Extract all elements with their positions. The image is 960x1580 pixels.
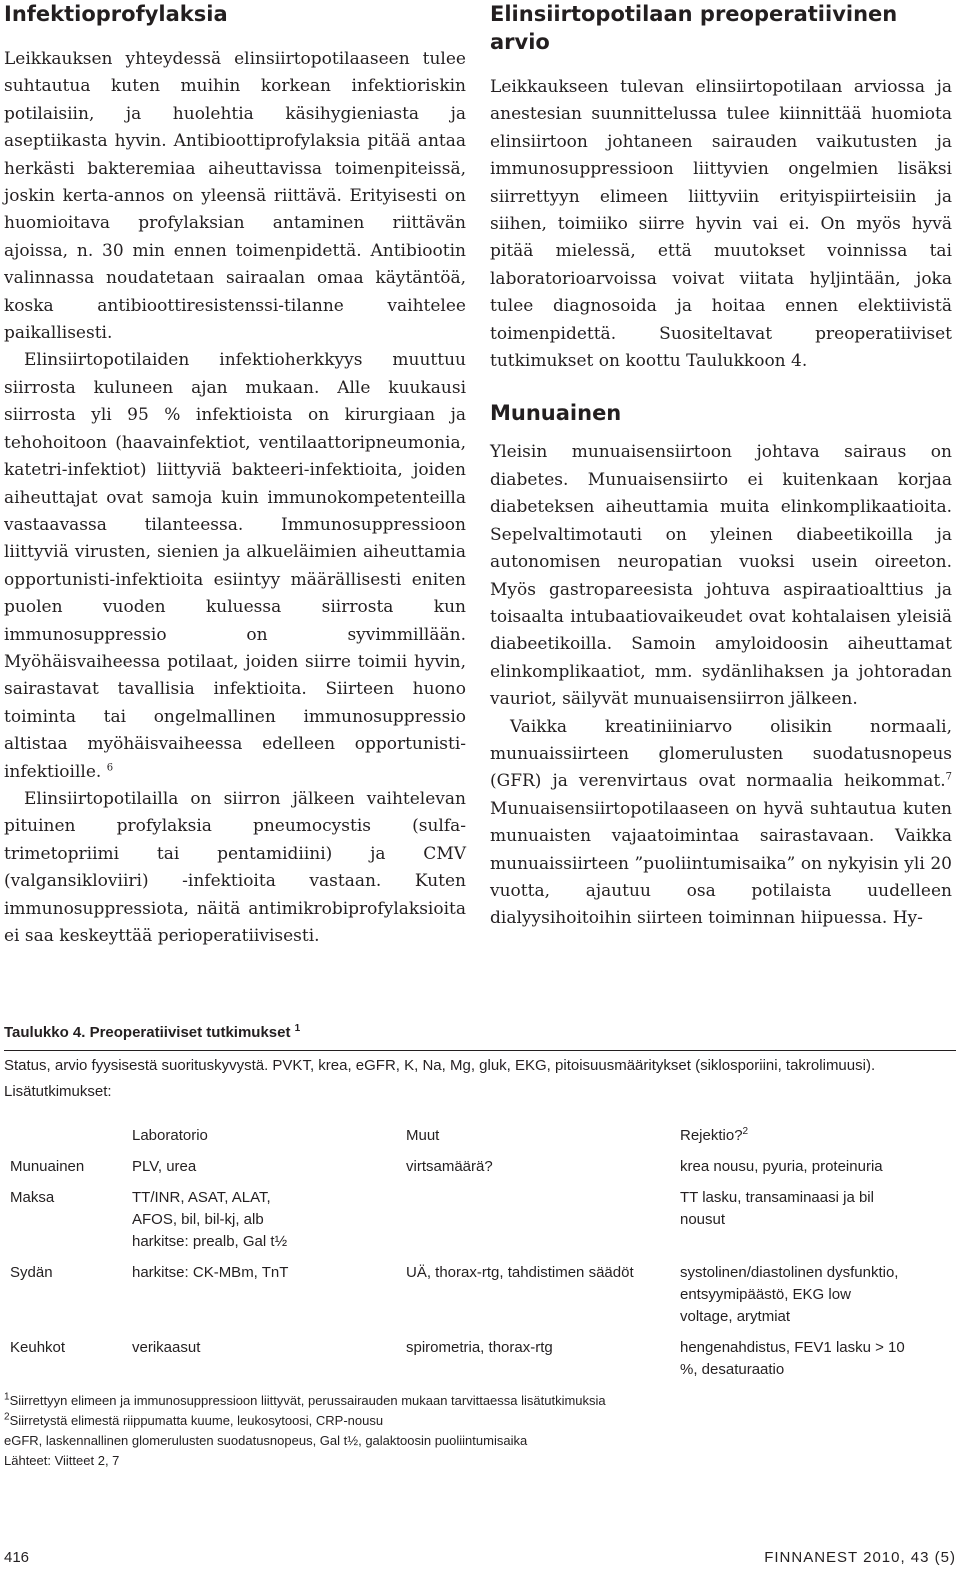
header-muut: Muut xyxy=(406,1127,440,1144)
journal-reference: FINNANEST 2010, 43 (5) xyxy=(764,1549,956,1566)
table-row xyxy=(4,1337,956,1381)
footnote: Lähteet: Viitteet 2, 7 xyxy=(4,1453,120,1468)
cell-organ: Munuainen xyxy=(10,1158,85,1175)
section-heading-infektioprofylaksia: Infektioprofylaksia xyxy=(4,2,228,26)
cell-organ: Sydän xyxy=(10,1264,53,1281)
page-number: 416 xyxy=(4,1549,30,1566)
header-rejektio: Rejektio?$^2$ xyxy=(680,1126,749,1144)
cell-lab: verikaasut xyxy=(132,1339,201,1356)
reference-marker: 7 xyxy=(945,771,952,783)
left-column xyxy=(4,0,466,950)
table-header-row xyxy=(4,1125,956,1147)
table-4 xyxy=(4,1016,956,1471)
header-laboratorio: Laboratorio xyxy=(132,1127,208,1144)
reference-marker: 2 xyxy=(742,1126,749,1137)
cell-rejection: systolinen/diastolinen dysfunktio, entsyymipäästö, EKG low voltage, arytmiat xyxy=(680,1264,899,1325)
table-status-text: Status, arvio fyysisestä suorituskyvystä. PVKT, krea, eGFR, K, Na, Mg, gluk, EKG, pitoisuusmääritykset (siklosporiini, takrolimuusi). xyxy=(4,1057,876,1074)
right-column xyxy=(490,0,952,933)
table-row xyxy=(4,1156,956,1178)
paragraph: Elinsiirtopotilaiden infektioherkkyys muuttuu siirrosta kuluneen ajan mukaan. Alle kuukausi siirrosta yli 95 % infektioista on kirurgiaan ja tehohoitoon (haavainfektiot, ventilaattoripneumonia, katetri-infektiot) liittyviä bakteeri-infektioita, joiden aiheuttajat ovat samoja kuin immunokompetenteilla vastaavassa tilanteessa. Immunosuppressioon liittyviä virusten, sienien ja alkueläimien aiheuttamia opportunisti-infektioita esiintyy määrällisesti eniten puolen vuoden kuluessa siirrosta kun immunosuppressio on syvimmillään. Myöhäisvaiheessa potilaat, joiden siirre toimii hyvin, sairastavat tavallisia infektioita. Siirteen huono toiminta tai ongelmallinen immunosuppressio altistaa myöhäisvaiheessa edelleen opportunisti-infektioille. $^6$ xyxy=(4,350,466,782)
cell-other: UÄ, thorax-rtg, tahdistimen säädöt xyxy=(406,1264,634,1281)
table-row xyxy=(4,1187,956,1253)
cell-rejection: hengenahdistus, FEV1 lasku > 10 %, desaturaatio xyxy=(680,1339,905,1378)
table-lisatutkimukset-label: Lisätutkimukset: xyxy=(4,1083,112,1100)
table-grid xyxy=(4,1125,956,1381)
cell-other xyxy=(406,1187,680,1253)
cell-other: spirometria, thorax-rtg xyxy=(406,1339,553,1356)
cell-rejection: TT lasku, transaminaasi ja bil nousut xyxy=(680,1189,874,1228)
paragraph: Vaikka kreatiniiniarvo olisikin normaali, munuaissiirteen glomerulusten suodatusnopeus (GFR) ja verenvirtaus ovat normaalia heikommat.$^7$ Munuaisensiirtopotilaaseen on hyvä suhtautua kuten munuaisten vajaatoimintaa sairastavaan. Vaikka munuaissiirteen ”puoliintumisaika” on nykyisin yli 20 vuotta, ajautuu osa potilaista uudelleen dialyysihoitoihin siirteen toiminnan hiipuessa. Hy- xyxy=(490,716,952,929)
paragraph: Elinsiirtopotilailla on siirron jälkeen vaihtelevan pituinen profylaksia pneumocystis (sulfa-trimetopriimi tai pentamidiini) ja CMV (valgansikloviiri) -infektioita vastaan. Kuten immunosuppressiota, näitä antimikrobiprofylaksioita ei saa keskeyttää perioperatiivisesti. xyxy=(4,788,466,946)
section-heading-munuainen: Munuainen xyxy=(490,401,622,426)
cell-rejection: krea nousu, pyuria, proteinuria xyxy=(680,1158,883,1175)
footnote: $^2$Siirretystä elimestä riippumatta kuume, leukosytoosi, CRP-nousu xyxy=(4,1411,384,1428)
cell-organ: Keuhkot xyxy=(10,1339,66,1356)
cell-other: virtsamäärä? xyxy=(406,1158,493,1175)
paragraph: Leikkaukseen tulevan elinsiirtopotilaan arviossa ja anestesian suunnittelussa tulee kiinnittää huomiota elinsiirtoon johtaneen sairauden vaikutusten ja immunosuppressioon liittyvien ongelmien lisäksi siirrettyyn elimeen liittyviin erityispiirteisiin ja siihen, toimiiko siirre hyvin vai ei. On myös hyvä pitää mielessä, että muutokset voinnissa tai laboratorioarvoissa voivat viitata hyljintään, joka tulee diagnosoida ja hoitaa ennen elektiivistä toimenpidettä. Suositeltavat preoperatiiviset tutkimukset on koottu Taulukkoon 4. xyxy=(490,77,952,372)
reference-marker: 1 xyxy=(294,1023,301,1034)
paragraph: Leikkauksen yhteydessä elinsiirtopotilaaseen tulee suhtautua kuten muihin korkean infektioriskin potilaisiin, ja huolehtia käsihygieniasta ja aseptiikasta hyvin. Antibioottiprofylaksia pitää antaa herkästi bakteremiaa aiheuttavissa toimenpiteissä, joskin kerta-annos on yleensä riittävä. Erityisesti on huomioitava profylaksian antaminen riittävän ajoissa, n. 30 min ennen toimenpidettä. Antibiootin valinnassa noudatetaan sairaalan omaa käytäntöä, koska antibioottiresistenssi-tilanne vaihtelee paikallisesti. xyxy=(4,49,466,344)
section-heading-preoperatiivinen-arvio: Elinsiirtopotilaan preoperatiivinen arvio xyxy=(490,2,898,54)
paragraph: Yleisin munuaisensiirtoon johtava sairaus on diabetes. Munuaisensiirto ei kuitenkaan korjaa diabeteksen aiheuttamia muita elinkomplikaatioita. Sepelvaltimotauti on yleinen diabeetikoilla ja autonomisen neuropatian vuoksi usein oireeton. Myös gastropareesista johtuva aspiraatioalttius ja toisaalta intubaatiovaikeudet ovat kohtalaisen yleisiä diabeetikoilla. Samoin amyloidoosin aiheuttamat elinkomplikaatiot, mm. sydänlihaksen ja johtoradan vauriot, säilyvät munuaisensiirron jälkeen. xyxy=(490,442,952,710)
footnote: $^1$Siirrettyyn elimeen ja immunosuppressioon liittyvät, perussairauden mukaan tarvittaessa lisätutkimuksia xyxy=(4,1391,606,1408)
cell-organ: Maksa xyxy=(10,1189,55,1206)
reference-marker: 6 xyxy=(106,761,114,773)
cell-lab: TT/INR, ASAT, ALAT, AFOS, bil, bil-kj, alb harkitse: prealb, Gal t½ xyxy=(132,1189,288,1250)
cell-lab: PLV, urea xyxy=(132,1158,197,1175)
table-row xyxy=(4,1262,956,1328)
footnote: eGFR, laskennallinen glomerulusten suodatusnopeus, Gal t½, galaktoosin puoliintumisaika xyxy=(4,1433,528,1448)
table-caption: Taulukko 4. Preoperatiiviset tutkimukset $^1$ xyxy=(4,1023,301,1041)
cell-lab: harkitse: CK-MBm, TnT xyxy=(132,1264,289,1281)
table-footnotes xyxy=(4,1391,956,1471)
header-organ xyxy=(4,1125,132,1147)
